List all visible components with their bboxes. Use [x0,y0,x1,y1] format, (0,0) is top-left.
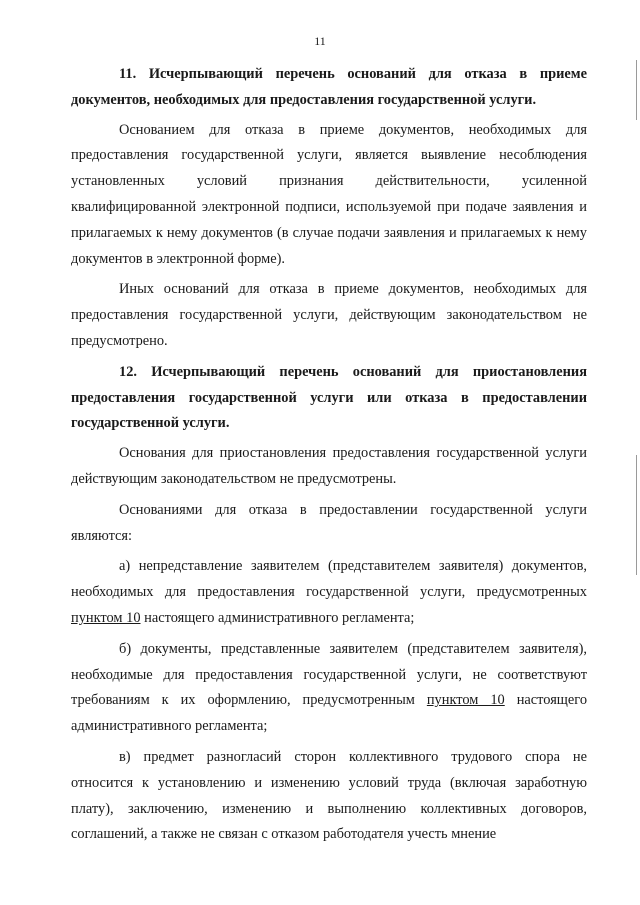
page-number: 11 [314,34,326,48]
list-item-a-text: а) непредставление заявителем (представителем заявителя) документов, необходимых для предоставления государственной услуги, предусмотренных [71,558,587,601]
section-12-heading: 12. Исчерпывающий перечень оснований для приостановления предоставления государственной услуги или отказа в предоставлении государственной услуги. [71,363,587,432]
section-12-paragraph-1: Основания для приостановления предоставления государственной услуги действующим законодательством не предусмотрены. [71,445,587,487]
section-12-paragraph-2: Основаниями для отказа в предоставлении государственной услуги являются: [71,501,587,544]
list-item-b-text: б) документы, представленные заявителем (представителем заявителя), необходимые для предоставления государственной услуги, не соответствуют требованиям к их оформлению, предусмотренным [71,640,587,709]
list-item-a [71,554,587,631]
reference-link-item-10[interactable]: пунктом 10 [426,692,505,709]
section-11-heading: 11. Исчерпывающий перечень оснований для отказа в приеме документов, необходимых для предоставления государственной услуги. [71,66,587,108]
list-item-b-tail: настоящего административного регламента; [71,692,588,735]
section-11-paragraph-2: Иных оснований для отказа в приеме документов, необходимых для предоставления государственной услуги, действующим законодательством не предусмотрено. [71,281,587,349]
scan-edge-mark [636,455,637,575]
list-item-a-tail: настоящего административного регламента; [140,609,415,626]
document-body [71,62,587,853]
section-11-paragraph-1: Основанием для отказа в приеме документов, необходимых для предоставления государственной услуги, является выявление несоблюдения установленных условий признания действительности, усиленной квалифицированной электронной подписи, используемой при подаче заявления и прилагаемых к нему документов (в случае подачи заявления и прилагаемых к нему документов в электронной форме). [71,121,587,267]
list-item-b [71,637,587,740]
list-item-v: в) предмет разногласий сторон коллективного трудового спора не относится к установлению и изменению условий труда (включая заработную плату), заключению, изменению и выполнению коллективных договоров, соглашений, а также не связан с отказом работодателя учесть мнение [71,748,587,843]
reference-link-item-10[interactable]: пунктом 10 [71,609,141,626]
scan-edge-mark [636,60,637,120]
